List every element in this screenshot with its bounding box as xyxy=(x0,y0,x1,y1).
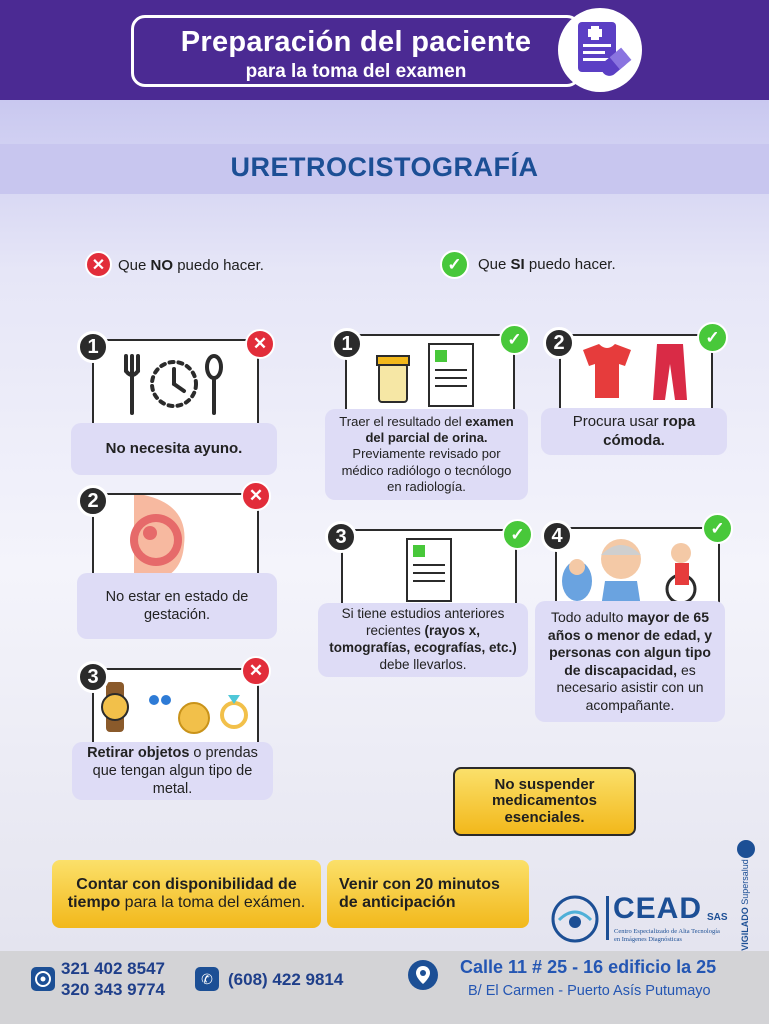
time-note-bold: Contar con disponibilidad de tiempo xyxy=(67,876,297,911)
pregnancy-icon xyxy=(94,495,257,581)
location-pin-icon xyxy=(408,960,438,990)
si-item-3-t1: Si tiene estudios anteriores recientes xyxy=(341,606,505,639)
step-number-badge: 1 xyxy=(331,328,363,360)
si-item-3-bold: (rayos x, tomografías, ecografías, etc.) xyxy=(329,623,517,655)
medical-clipboard-icon xyxy=(558,8,642,92)
brand-divider xyxy=(606,896,609,940)
step-number-badge: 2 xyxy=(77,485,109,517)
elderly-child-disability-icon xyxy=(557,529,718,607)
brand-name: CEAD xyxy=(613,892,703,925)
supersalud-name: Supersalud xyxy=(740,859,750,905)
si-item-1-image xyxy=(345,334,515,414)
phone-2[interactable]: 320 343 9774 xyxy=(61,980,165,999)
urine-sample-report-icon xyxy=(347,336,513,414)
x-icon: ✕ xyxy=(241,481,271,511)
legend-no-suffix: puedo hacer. xyxy=(173,257,264,274)
si-item-4-t2: es necesario asistir con un acompañante. xyxy=(556,661,704,713)
si-item-1-text xyxy=(325,409,528,500)
si-item-3-text xyxy=(318,603,528,677)
si-item-2-t1: Procura usar xyxy=(572,412,663,430)
legend-no-bold: NO xyxy=(150,257,174,274)
arrive-note-text: Venir con 20 minutos de anticipación xyxy=(339,876,500,911)
no-item-2-image xyxy=(92,493,259,581)
legend-si-suffix: puedo hacer. xyxy=(524,256,616,273)
time-note-rest: para la toma del exámen. xyxy=(120,894,306,911)
si-item-3-t2: debe llevarlos. xyxy=(379,656,467,672)
x-icon: ✕ xyxy=(241,656,271,686)
supersalud-prefix: VIGILADO xyxy=(740,907,750,951)
no-item-3-body: o prendas que tengan algun tipo de metal. xyxy=(92,744,258,798)
phone-icon: ✆ xyxy=(195,967,219,991)
check-icon: ✓ xyxy=(702,513,733,544)
legend-no-prefix: Que xyxy=(118,257,151,274)
no-item-2-text xyxy=(77,573,277,639)
no-item-2-body: No estar en estado de gestación. xyxy=(105,588,249,623)
legend-si-prefix: Que xyxy=(478,256,511,273)
clothes-icon xyxy=(561,336,711,408)
check-icon: ✓ xyxy=(502,519,533,550)
no-item-3-text xyxy=(72,742,273,800)
brand-tagline-2: en Imágenes Diagnósticas xyxy=(614,936,682,943)
step-number-badge: 3 xyxy=(77,661,109,693)
step-number-badge: 4 xyxy=(541,520,573,552)
step-number-badge: 3 xyxy=(325,521,357,553)
si-item-1-t2: Previamente revisado por médico radiólogo o tecnólogo en radiología. xyxy=(341,446,512,494)
si-item-3-image xyxy=(341,529,517,609)
page-subtitle: para la toma del examen xyxy=(245,61,467,82)
check-icon: ✓ xyxy=(499,324,530,355)
previous-studies-icon xyxy=(343,531,515,609)
si-item-4-bold: mayor de 65 años o menor de edad, y personas con algun tipo de discapacidad, xyxy=(547,609,713,678)
cutlery-clock-icon xyxy=(94,341,257,431)
si-item-4-text xyxy=(535,601,725,722)
si-item-2-text xyxy=(541,408,727,455)
no-item-3-bold: Retirar objetos xyxy=(87,744,190,761)
title-box xyxy=(131,15,581,87)
medication-note xyxy=(453,767,636,836)
check-icon: ✓ xyxy=(440,250,469,279)
legend-si-bold: SI xyxy=(510,256,525,273)
supersalud-seal xyxy=(735,840,757,950)
x-icon: ✕ xyxy=(85,251,112,278)
landline[interactable]: (608) 422 9814 xyxy=(228,970,344,989)
si-item-4-t1: Todo adulto xyxy=(550,609,628,625)
address: Calle 11 # 25 - 16 edificio la 25 xyxy=(460,957,717,977)
medication-note-text: No suspender medicamentos esenciales. xyxy=(491,775,598,826)
phone-1[interactable]: 321 402 8547 xyxy=(61,959,165,978)
city: B/ El Carmen - Puerto Asís Putumayo xyxy=(468,983,711,999)
exam-title: URETROCISTOGRAFÍA xyxy=(230,152,539,182)
si-item-2-image xyxy=(559,334,713,408)
step-number-badge: 2 xyxy=(543,327,575,359)
metal-objects-icon xyxy=(94,670,257,744)
page-title: Preparación del paciente xyxy=(180,26,532,58)
no-item-3-image xyxy=(92,668,259,744)
no-item-1-image xyxy=(92,339,259,431)
cead-logo-icon xyxy=(547,894,607,944)
si-item-2-bold: ropa cómoda. xyxy=(603,412,696,449)
si-item-4-image xyxy=(555,527,720,607)
no-item-1-bold: No necesita ayuno. xyxy=(105,439,243,457)
brand-suffix: SAS xyxy=(707,912,728,923)
step-number-badge: 1 xyxy=(77,331,109,363)
time-note xyxy=(52,860,321,928)
si-item-1-t1: Traer el resultado del xyxy=(339,413,466,429)
si-item-1-bold: examen del parcial de orina. xyxy=(365,413,514,446)
x-icon: ✕ xyxy=(245,329,275,359)
arrive-note xyxy=(327,860,529,928)
legend-no xyxy=(118,257,264,274)
check-icon: ✓ xyxy=(697,322,728,353)
legend-si xyxy=(478,256,616,273)
brand-tagline-1: Centro Especializado de Alta Tecnología xyxy=(614,928,720,935)
no-item-1-text xyxy=(71,423,277,475)
whatsapp-icon xyxy=(31,967,55,991)
